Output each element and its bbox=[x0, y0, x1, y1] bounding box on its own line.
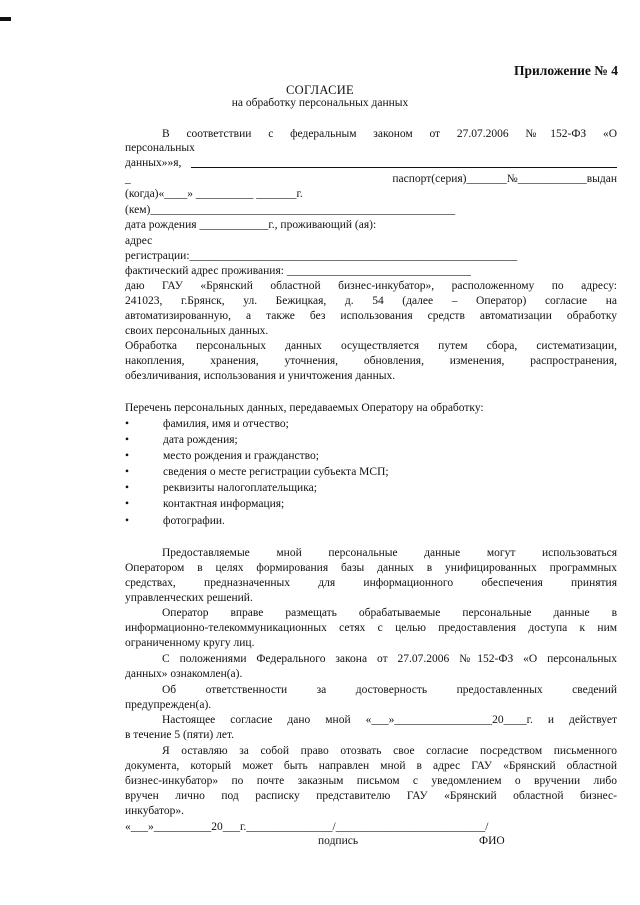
revocation-line-5: инкубатор». bbox=[125, 805, 184, 817]
list-item-text: дата рождения; bbox=[163, 434, 238, 446]
list-item-text: фамилия, имя и отчество; bbox=[163, 418, 289, 430]
revocation-line-1: Я оставляю за собой право отозвать свое согласие посредством письменного bbox=[162, 745, 617, 757]
bullet-icon: • bbox=[125, 450, 130, 462]
registration-line: регистрации:_________________________________________________________ bbox=[125, 250, 518, 262]
processing-line-1: Обработка персональных данных осуществляется путем сбора, систематизации, bbox=[125, 340, 617, 352]
bullet-icon: • bbox=[125, 418, 130, 430]
bullet-icon: • bbox=[125, 434, 130, 446]
passport-dash: _ bbox=[125, 173, 131, 185]
validity-line-1: Настоящее согласие дано мной «___»_________________20____г. и действует bbox=[162, 714, 617, 726]
publication-line-1: Оператор вправе размещать обрабатываемые персональные данные в bbox=[162, 607, 617, 619]
publication-line-3: ограниченному кругу лиц. bbox=[125, 637, 255, 649]
revocation-line-3: бизнес-инкубатор» по почте заказным письмом с уведомлением о вручении либо bbox=[125, 775, 617, 787]
appendix-label: Приложение № 4 bbox=[514, 63, 618, 78]
intro-line-1: В соответствии с федеральным законом от 27.07.2006 №152-ФЗ «О bbox=[162, 128, 617, 140]
processing-line-2: накопления, хранения, уточнения, обновления, изменения, распространения, bbox=[125, 355, 617, 367]
signature-caption: подпись bbox=[318, 835, 359, 847]
issue-date-line: (когда)«____» __________ _______г. bbox=[125, 188, 303, 200]
usage-line-1: Предоставляемые мной персональные данные могут использоваться bbox=[162, 547, 617, 559]
document-title: СОГЛАСИЕ bbox=[286, 83, 354, 97]
law-ack-line-2: данных» ознакомлен(а). bbox=[125, 668, 243, 680]
consent-line-3: автоматизированную, а также без использования средств автоматизации обработку bbox=[125, 310, 617, 322]
processing-line-3: обезличивания, использования и уничтожения данных. bbox=[125, 370, 396, 382]
passport-line bbox=[125, 172, 617, 186]
consent-line-1: даю ГАУ «Брянский областной бизнес-инкубатор», расположенному по адресу: bbox=[125, 280, 617, 292]
bullet-icon: • bbox=[125, 515, 130, 527]
list-item-text: фотографии. bbox=[163, 515, 225, 527]
responsibility-line-1: Об ответственности за достоверность предоставленных сведений bbox=[162, 684, 617, 696]
usage-line-3: средствах, предназначенных для информационного обеспечения принятия bbox=[125, 577, 617, 589]
actual-address-line: фактический адрес проживания: ________________________________ bbox=[125, 265, 471, 277]
bullet-icon: • bbox=[125, 482, 130, 494]
revocation-line-2: документа, который может быть направлен мной в адрес ГАУ «Брянский областной bbox=[125, 760, 617, 772]
issued-by-line: (кем)_____________________________________________________ bbox=[125, 204, 456, 216]
full-name-caption: ФИО bbox=[479, 835, 505, 847]
birth-date-line: дата рождения ____________г., проживающий (ая): bbox=[125, 219, 377, 231]
list-item-text: место рождения и гражданство; bbox=[163, 450, 319, 462]
list-item-text: реквизиты налогоплательщика; bbox=[163, 482, 317, 494]
intro-line-2: персональных bbox=[125, 142, 195, 154]
responsibility-line-2: предупрежден(а). bbox=[125, 699, 212, 711]
address-label: адрес bbox=[125, 235, 153, 247]
document-subtitle: на обработку персональных данных bbox=[231, 97, 409, 109]
publication-line-2: информационно-телекоммуникационных сетях с целью предоставления доступа к ним bbox=[125, 622, 617, 634]
signature-date-line: «___»__________20___г._______________/__________________________/ bbox=[125, 821, 489, 833]
usage-line-4: управленческих решений. bbox=[125, 592, 253, 604]
revocation-line-4: вручен лично под расписку представителю ГАУ «Брянский областной бизнес- bbox=[125, 790, 617, 802]
consent-line-4: своих персональных данных. bbox=[125, 325, 269, 337]
passport-field: паспорт(серия)_______№____________выдан bbox=[392, 173, 617, 185]
name-label: данных»»я, bbox=[125, 157, 182, 169]
list-item-text: сведения о месте регистрации субъекта МСП; bbox=[163, 466, 389, 478]
list-item-text: контактная информация; bbox=[163, 498, 285, 510]
name-line bbox=[125, 156, 617, 170]
validity-line-2: в течение 5 (пяти) лет. bbox=[125, 729, 234, 741]
scan-mark bbox=[0, 17, 11, 21]
list-heading: Перечень персональных данных, передаваемых Оператору на обработку: bbox=[125, 402, 484, 414]
name-underline bbox=[191, 167, 617, 168]
law-ack-line-1: С положениями Федерального закона от 27.07.2006 №152-ФЗ «О персональных bbox=[162, 653, 617, 665]
bullet-icon: • bbox=[125, 466, 130, 478]
bullet-icon: • bbox=[125, 498, 130, 510]
consent-line-2: 241023, г.Брянск, ул. Бежицкая, д. 54 (далее – Оператор) согласие на bbox=[125, 295, 617, 307]
usage-line-2: Оператором в целях формирования базы данных в унифицированных программных bbox=[125, 562, 617, 574]
